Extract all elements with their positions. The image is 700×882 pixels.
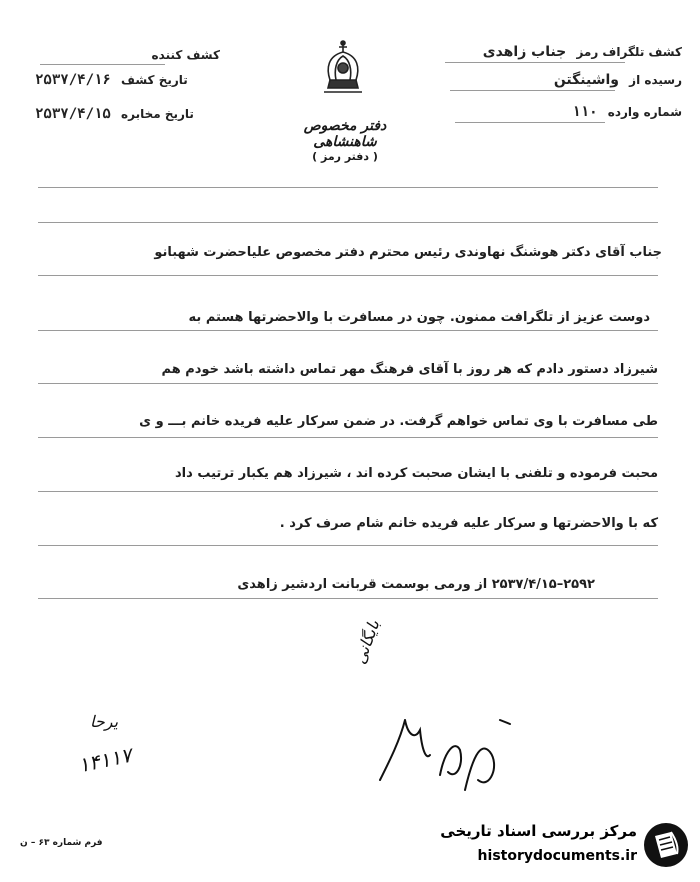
body-line: طی مسافرت با وی تماس خواهم گرفت. در ضمن سرکار علیه فریده خانم بـــ و ی — [139, 414, 658, 429]
ruled-line — [38, 330, 658, 331]
decoder-label: کشف کننده — [151, 48, 220, 62]
handwritten-file-number: ۱۴۱۱۷ — [76, 742, 134, 778]
recipient-value: جناب زاهدی — [482, 44, 567, 60]
decode-date-field — [35, 72, 188, 88]
decode-date-label: تاریخ کشف — [121, 73, 188, 87]
header-rule — [450, 90, 615, 91]
telegram-type-label: کشف تلگراف رمز — [576, 45, 682, 59]
closing-signature-line: ۲۵۹۲–۲۵۳۷/۴/۱۵ از ورمی بوسمت قربانت اردشیر زاهدی — [237, 577, 595, 592]
ruled-line — [38, 545, 658, 546]
send-date-field — [35, 106, 194, 122]
telegram-header-line3 — [572, 104, 682, 120]
decoder-field — [40, 48, 220, 62]
incoming-number-label: شماره وارده — [607, 105, 682, 119]
telegram-header-line1 — [483, 44, 682, 60]
send-date-label: تاریخ مخابره — [121, 107, 194, 121]
telegram-header-line2 — [554, 72, 682, 88]
origin-value: واشینگتن — [553, 72, 619, 88]
royal-office-stamp: دفتر مخصوص شاهنشاهی — [303, 118, 387, 150]
archive-website: historydocuments.ir — [477, 848, 637, 864]
ruled-line — [38, 275, 658, 276]
decode-date-value: ۲۵۳۷/۴/۱۶ — [35, 72, 111, 88]
ruled-line — [38, 222, 658, 223]
handwritten-scribble — [360, 680, 520, 800]
incoming-number-value: ۱۱۰ — [572, 104, 598, 120]
ruled-line — [38, 187, 658, 188]
header-rule — [40, 64, 165, 65]
body-line: شیرزاد دستور دادم که هر روز با آقای فرهنگ مهر تماس داشته باشد خودم هم — [161, 362, 658, 377]
body-line: دوست عزیز از تلگرافت ممنون. چون در مسافرت با والاحضرتها هستم به — [188, 310, 650, 325]
body-line: که با والاحضرتها و سرکار علیه فریده خانم شام صرف کرد . — [279, 516, 658, 531]
handwritten-archive-note: بایگانی — [350, 617, 384, 667]
header-rule — [445, 62, 625, 63]
origin-label: رسیده از — [629, 73, 682, 87]
form-number: فرم شماره ۶۳ – ن — [20, 838, 103, 848]
ruled-line — [38, 491, 658, 492]
archive-watermark — [420, 818, 695, 874]
header-rule — [455, 122, 605, 123]
addressee-line: جناب آقای دکتر هوشنگ نهاوندی رئیس محترم دفتر مخصوص علیاحضرت شهبانو — [154, 245, 662, 260]
ruled-line — [38, 383, 658, 384]
pahlavi-crown-icon — [318, 38, 368, 98]
body-line: محبت فرموده و تلفنی با ایشان صحبت کرده اند ، شیرزاد هم یکبار ترتیب داد — [175, 466, 658, 481]
cipher-office-label: ( دفتر رمز ) — [312, 150, 378, 163]
handwritten-initials: یرحا — [90, 712, 119, 731]
ruled-line — [38, 598, 658, 599]
ruled-line — [38, 437, 658, 438]
archive-logo-icon — [641, 820, 691, 870]
archive-center-name: مرکز بررسی اسناد تاریخی — [440, 822, 637, 840]
send-date-value: ۲۵۳۷/۴/۱۵ — [35, 106, 111, 122]
